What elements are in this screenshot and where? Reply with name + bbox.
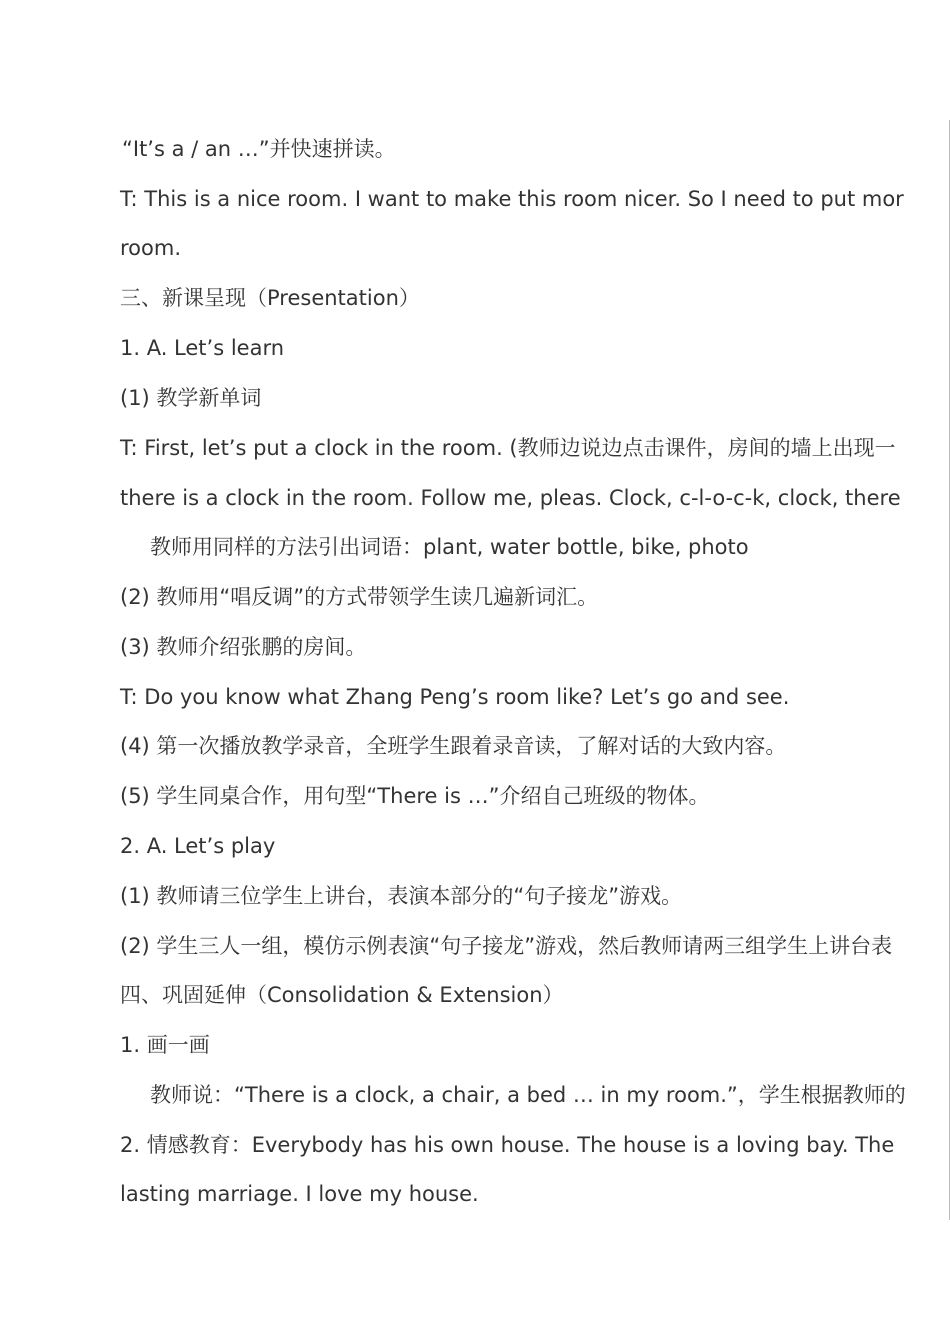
text-line: (3) 教师介绍张鹏的房间。 <box>120 635 367 659</box>
text-line: (4) 第一次播放教学录音，全班学生跟着录音读，了解对话的大致内容。 <box>120 734 787 758</box>
text-line: 2. 情感教育：Everybody has his own house. The house is a loving bay. The <box>120 1133 895 1157</box>
text-line: (1) 教师请三位学生上讲台，表演本部分的“句子接龙”游戏。 <box>120 884 683 908</box>
text-line: (2) 教师用“唱反调”的方式带领学生读几遍新词汇。 <box>120 585 599 609</box>
text-line: T: Do you know what Zhang Peng’s room like? Let’s go and see. <box>120 685 790 709</box>
text-line: there is a clock in the room. Follow me, pleas. Clock, c-l-o-c-k, clock, there <box>120 486 901 510</box>
text-line: 教师说：“There is a clock, a chair, a bed … in my room.”，学生根据教师的 <box>150 1083 906 1107</box>
section-heading: 三、新课呈现（Presentation） <box>120 286 420 310</box>
subsection-heading: 2. A. Let’s play <box>120 834 276 858</box>
text-line: 教师用同样的方法引出词语：plant, water bottle, bike, photo <box>150 535 749 559</box>
subsection-heading: 1. 画一画 <box>120 1033 210 1057</box>
text-line: T: First, let’s put a clock in the room. (教师边说边点击课件，房间的墙上出现一 <box>120 436 896 460</box>
text-line: “It’s a / an …”并快速拼读。 <box>122 137 396 161</box>
text-line: room. <box>120 236 182 260</box>
text-line: (2) 学生三人一组，模仿示例表演“句子接龙”游戏，然后教师请两三组学生上讲台表 <box>120 934 893 958</box>
subsection-heading: 1. A. Let’s learn <box>120 336 285 360</box>
text-line: (5) 学生同桌合作，用句型“There is …”介绍自己班级的物体。 <box>120 784 710 808</box>
text-line: lasting marriage. I love my house. <box>120 1182 479 1206</box>
text-line: T: This is a nice room. I want to make this room nicer. So I need to put mor <box>120 187 904 211</box>
text-line: (1) 教学新单词 <box>120 386 262 410</box>
section-heading: 四、巩固延伸（Consolidation & Extension） <box>120 983 564 1007</box>
